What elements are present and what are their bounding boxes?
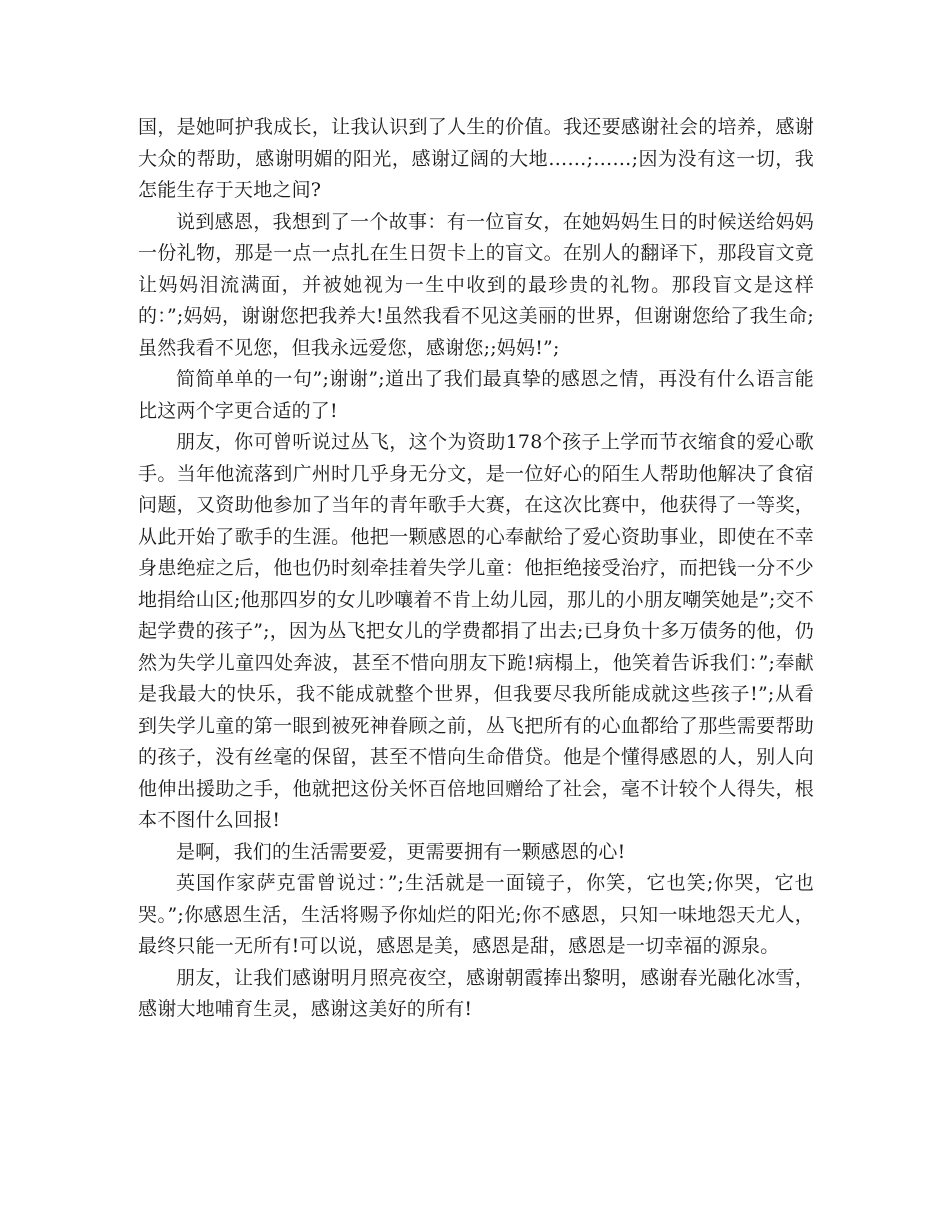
paragraph-grateful-heart: 是啊，我们的生活需要爱，更需要拥有一颗感恩的心! [176, 840, 626, 863]
paragraph-thank-you: 简简单单的一句”;谢谢”;道出了我们最真挚的感恩之情，再没有什么语言能比这两个字更合适的了! [138, 368, 814, 422]
paragraph-blind-girl-story: 说到感恩，我想到了一个故事：有一位盲女，在她妈妈生日的时候送给妈妈一份礼物，那是一点一点扎在生日贺卡上的盲文。在别人的翻译下，那段盲文竟让妈妈泪流满面，并被她视为一生中收到的最珍贵的礼物。那段盲文是这样的：”;妈妈，谢谢您把我养大!虽然我看不见这美丽的世界，但谢谢您给了我生命;虽然我看不见您，但我永远爱您，感谢您;;妈妈!”; [138, 210, 814, 359]
paragraph-cong-fei: 朋友，你可曾听说过丛飞，这个为资助178个孩子上学而节衣缩食的爱心歌手。当年他流落到广州时几乎身无分文，是一位好心的陌生人帮助他解决了食宿问题，又资助他参加了当年的青年歌手大赛，在这次比赛中，他获得了一等奖，从此开始了歌手的生涯。他把一颗感恩的心奉献给了爱心资助事业，即使在不幸身患绝症之后，他也仍时刻牵挂着失学儿童：他拒绝接受治疗，而把钱一分不少地捐给山区;他那四岁的女儿吵嚷着不肯上幼儿园，那儿的小朋友嘲笑她是”;交不起学费的孩子”;，因为丛飞把女儿的学费都捐了出去;已身负十多万债务的他，仍然为失学儿童四处奔波，甚至不惜向朋友下跪!病榻上，他笑着告诉我们：”;奉献是我最大的快乐，我不能成就整个世界，但我要尽我所能成就这些孩子!”;从看到失学儿童的第一眼到被死神眷顾之前，丛飞把所有的心血都给了那些需要帮助的孩子，没有丝毫的保留，甚至不惜向生命借贷。他是个懂得感恩的人，别人向他伸出援助之手，他就把这份关怀百倍地回赠给了社会，毫不计较个人得失，根本不图什么回报! [138, 431, 814, 831]
paragraph-continuation: 国，是她呵护我成长，让我认识到了人生的价值。我还要感谢社会的培养，感谢大众的帮助，感谢明媚的阳光，感谢辽阔的大地……;……;因为没有这一切，我怎能生存于天地之间? [138, 116, 814, 201]
paragraph-thackeray-quote: 英国作家萨克雷曾说过：”;生活就是一面镜子，你笑，它也笑;你哭，它也哭。”;你感恩生活，生活将赐予你灿烂的阳光;你不感恩，只知一味地怨天尤人，最终只能一无所有!可以说，感恩是美，感恩是甜，感恩是一切幸福的源泉。 [138, 872, 814, 957]
essay-body [138, 112, 814, 1026]
paragraph-closing: 朋友，让我们感谢明月照亮夜空，感谢朝霞捧出黎明，感谢春光融化冰雪，感谢大地哺育生灵，感谢这美好的所有! [138, 966, 814, 1020]
